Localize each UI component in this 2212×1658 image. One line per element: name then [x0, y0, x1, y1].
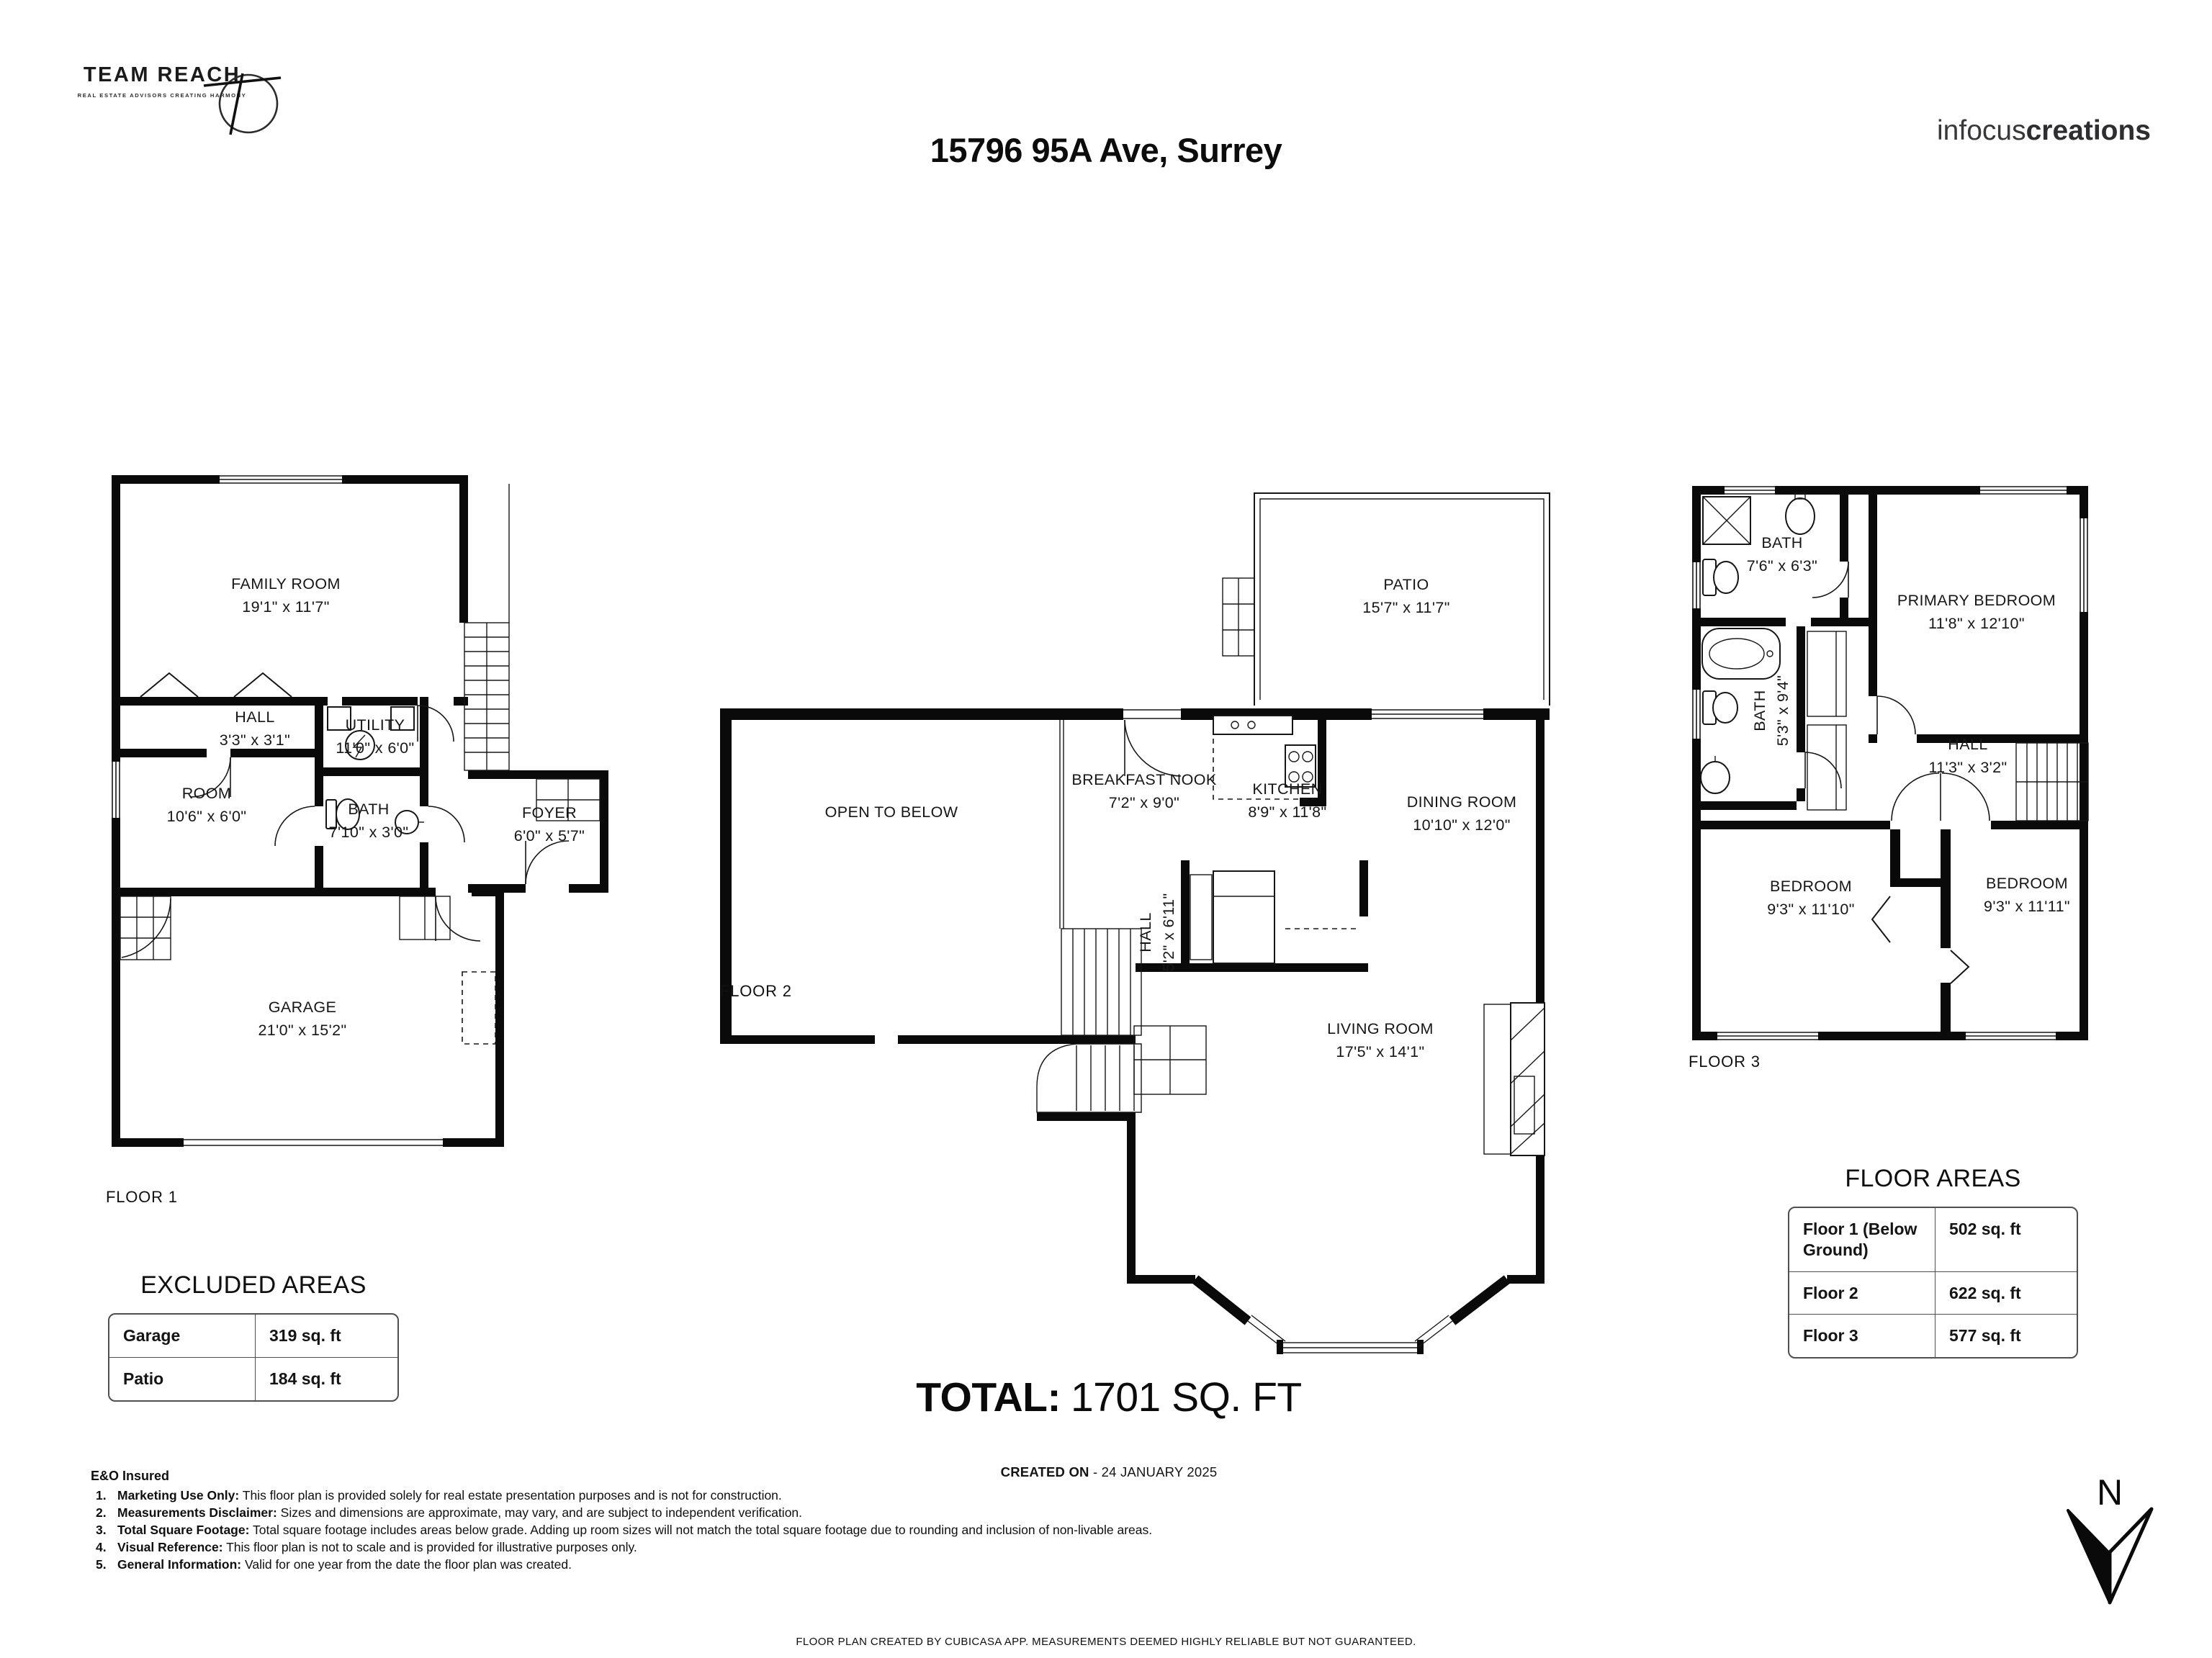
- room-label-breakfast-nook: [1071, 768, 1216, 815]
- excluded-areas-table: [108, 1313, 399, 1402]
- room-dims: 11'0" x 6'0": [336, 739, 415, 757]
- room-label-family-room: [231, 572, 341, 619]
- floor-1-closet-doors-icon: [140, 673, 292, 697]
- room-label-room: [167, 782, 247, 829]
- room-label-primary-bedroom: [1897, 589, 2056, 636]
- floor-areas-value-1: 502 sq. ft: [1935, 1208, 2077, 1271]
- room-name: BEDROOM: [1986, 874, 2068, 892]
- room-dims: 11'3" x 3'2": [1928, 759, 2008, 776]
- room-dims: 21'0" x 15'2": [258, 1022, 347, 1039]
- disclaimer-lead: Total Square Footage:: [117, 1522, 250, 1537]
- room-label-hall-f2: [1134, 893, 1181, 971]
- floor-3-stairs-icon: [2016, 743, 2088, 821]
- floor-areas-value-3: 577 sq. ft: [1935, 1315, 2077, 1357]
- floor-areas-table: [1788, 1207, 2078, 1359]
- disclaimer-item: [91, 1487, 1336, 1505]
- disclaimer-body: Total square footage includes areas below grade. Adding up room sizes will not match the total square footage due to rounding and inclusion of non-livable areas.: [249, 1522, 1153, 1537]
- table-row: [1789, 1271, 2077, 1315]
- room-name: BATH: [348, 800, 390, 818]
- disclaimer-lead: Marketing Use Only:: [117, 1487, 240, 1502]
- disclaimer-text: [117, 1539, 637, 1556]
- room-name: HALL: [1136, 912, 1154, 952]
- disclaimer-item: [91, 1556, 1336, 1574]
- room-label-patio: [1362, 573, 1450, 620]
- room-label-garage: [258, 996, 346, 1042]
- created-on-label: CREATED ON: [1000, 1464, 1089, 1479]
- room-label-living-room: [1327, 1017, 1434, 1064]
- room-label-open-to-below: [825, 801, 958, 824]
- floor-2-sofa-icon: [1134, 1026, 1206, 1094]
- room-name: BATH: [1750, 690, 1768, 731]
- table-row: [109, 1357, 397, 1400]
- excluded-value-garage: 319 sq. ft: [255, 1315, 397, 1357]
- disclaimer-text: [117, 1522, 1152, 1539]
- disclaimer-body: Valid for one year from the date the floor plan was created.: [241, 1556, 572, 1572]
- disclaimer-number: 1.: [96, 1487, 107, 1502]
- floor-2-fireplace-icon: [1484, 1003, 1545, 1155]
- disclaimer-lead: Measurements Disclaimer:: [117, 1505, 277, 1520]
- created-on-value: - 24 JANUARY 2025: [1092, 1464, 1218, 1479]
- disclaimer-body: This floor plan is provided solely for real estate presentation purposes and is not for construction.: [239, 1487, 782, 1502]
- room-name: BATH: [1761, 533, 1803, 551]
- floor-areas-label-2: Floor 2: [1803, 1283, 1858, 1302]
- room-label-utility: [336, 713, 414, 760]
- excluded-areas-title: EXCLUDED AREAS: [140, 1271, 367, 1299]
- room-dims: 10'10" x 12'0": [1413, 816, 1511, 834]
- footer-credit: FLOOR PLAN CREATED BY CUBICASA APP. MEASUREMENTS DEEMED HIGHLY RELIABLE BUT NOT GUARANTEED.: [796, 1636, 1416, 1648]
- disclaimer-item: [91, 1505, 1336, 1522]
- room-name: LIVING ROOM: [1327, 1019, 1434, 1037]
- team-reach-logo-icon: [162, 62, 335, 143]
- floor-2-stairs-icon: [1037, 929, 1141, 1112]
- floor-2-kitchen-fixtures: [1190, 716, 1357, 963]
- disclaimer-body: Sizes and dimensions are approximate, may vary, and are subject to independent verification.: [276, 1505, 803, 1520]
- disclaimer-number: 5.: [96, 1556, 107, 1572]
- disclaimer-lead: General Information:: [117, 1556, 242, 1572]
- room-dims: 8'9" x 11'8": [1248, 803, 1327, 821]
- floor-2-railing: [1060, 720, 1064, 929]
- room-dims: 3'3" x 3'1": [219, 731, 291, 749]
- room-dims: 15'7" x 11'7": [1362, 599, 1450, 616]
- studio-bold: creations: [2026, 115, 2151, 146]
- room-label-kitchen: [1248, 778, 1326, 824]
- room-label-bath-f3-top: [1747, 531, 1817, 578]
- room-label-hall-f1: [220, 706, 290, 752]
- total-label: TOTAL:: [916, 1374, 1061, 1420]
- room-dims: 10'6" x 6'0": [166, 808, 247, 825]
- room-label-bedroom-left: [1767, 875, 1855, 922]
- table-row: [1789, 1208, 2077, 1271]
- room-name: ROOM: [181, 784, 232, 802]
- floor-areas-section: [1788, 1165, 2078, 1359]
- floor-areas-value-2: 622 sq. ft: [1935, 1272, 2077, 1315]
- disclaimer-number: 3.: [96, 1522, 107, 1537]
- excluded-value-patio: 184 sq. ft: [255, 1358, 397, 1400]
- room-dims: 7'2" x 9'0": [1108, 794, 1180, 811]
- room-label-bedroom-right: [1984, 872, 2070, 919]
- room-name: GARAGE: [268, 998, 337, 1016]
- floor-areas-label-3: Floor 3: [1803, 1326, 1858, 1346]
- room-name: UTILITY: [345, 716, 405, 734]
- room-dims: 7'6" x 6'3": [1746, 557, 1818, 575]
- disclaimer-text: [117, 1556, 572, 1574]
- page-title: 15796 95A Ave, Surrey: [930, 131, 1282, 170]
- room-name: HALL: [1948, 735, 1988, 753]
- room-label-bath-f1: [329, 798, 409, 844]
- disclaimer-heading: E&O Insured: [91, 1469, 170, 1483]
- room-dims: 9'3" x 11'11": [1984, 898, 2070, 915]
- compass-n-label: N: [2096, 1472, 2123, 1513]
- room-dims: 7'10" x 3'0": [328, 824, 409, 841]
- room-name: BEDROOM: [1770, 877, 1852, 895]
- room-name: PRIMARY BEDROOM: [1897, 591, 2056, 609]
- table-row: [109, 1315, 397, 1357]
- north-compass-icon: [2054, 1457, 2162, 1658]
- room-label-foyer: [514, 801, 585, 848]
- room-dims: 19'1" x 11'7": [242, 598, 330, 616]
- table-row: [1789, 1314, 2077, 1357]
- brand-tagline: REAL ESTATE ADVISORS CREATING HARMONY: [77, 92, 247, 99]
- room-dims: 5'2" x 6'11": [1160, 893, 1177, 972]
- infocus-creations-logo: [1937, 115, 2151, 147]
- room-name: DINING ROOM: [1406, 793, 1517, 811]
- team-reach-logo: [72, 62, 252, 99]
- floor-2-tag: FLOOR 2: [720, 982, 792, 1000]
- disclaimer-lead: Visual Reference:: [117, 1539, 223, 1554]
- excluded-areas-section: [108, 1271, 399, 1402]
- room-name: PATIO: [1383, 575, 1429, 593]
- room-label-dining-room: [1407, 790, 1517, 837]
- room-name: OPEN TO BELOW: [824, 803, 958, 821]
- room-name: BREAKFAST NOOK: [1071, 770, 1217, 788]
- room-dims: 11'8" x 12'10": [1928, 615, 2025, 632]
- disclaimer-text: [117, 1487, 782, 1505]
- room-name: FAMILY ROOM: [231, 575, 341, 593]
- room-name: FOYER: [521, 803, 577, 821]
- room-name: HALL: [235, 708, 275, 726]
- room-dims: 9'3" x 11'10": [1767, 901, 1855, 918]
- disclaimer-number: 4.: [96, 1539, 107, 1554]
- floor-areas-label-1: Floor 1 (Below Ground): [1803, 1220, 1917, 1259]
- floor-2-bay-window: [1248, 1315, 1452, 1354]
- disclaimers: [91, 1467, 1336, 1574]
- disclaimer-text: [117, 1505, 802, 1522]
- studio-light: infocus: [1937, 115, 2026, 146]
- compass-arrow-right: [2110, 1509, 2152, 1603]
- excluded-label-garage: Garage: [123, 1326, 181, 1345]
- floor-areas-title: FLOOR AREAS: [1845, 1165, 2021, 1192]
- total-value: 1701 SQ. FT: [1070, 1374, 1302, 1420]
- room-dims: 5'3" x 9'4": [1774, 675, 1791, 747]
- excluded-label-patio: Patio: [123, 1369, 164, 1388]
- room-label-bath-f3-mid: [1748, 675, 1795, 746]
- room-dims: 6'0" x 5'7": [513, 827, 585, 844]
- room-name: KITCHEN: [1252, 780, 1323, 798]
- floor-3-tag: FLOOR 3: [1689, 1053, 1761, 1071]
- room-dims: 17'5" x 14'1": [1336, 1043, 1425, 1060]
- room-label-hall-f3: [1928, 733, 2007, 780]
- brand-name: TEAM REACH: [83, 63, 241, 86]
- disclaimer-body: This floor plan is not to scale and is provided for illustrative purposes only.: [222, 1539, 637, 1554]
- disclaimer-item: [91, 1539, 1336, 1556]
- floor-1-tag: FLOOR 1: [106, 1188, 178, 1206]
- compass-arrow-left: [2068, 1510, 2110, 1603]
- disclaimer-item: [91, 1522, 1336, 1539]
- total-square-footage: [916, 1374, 1302, 1421]
- disclaimer-number: 2.: [96, 1505, 107, 1520]
